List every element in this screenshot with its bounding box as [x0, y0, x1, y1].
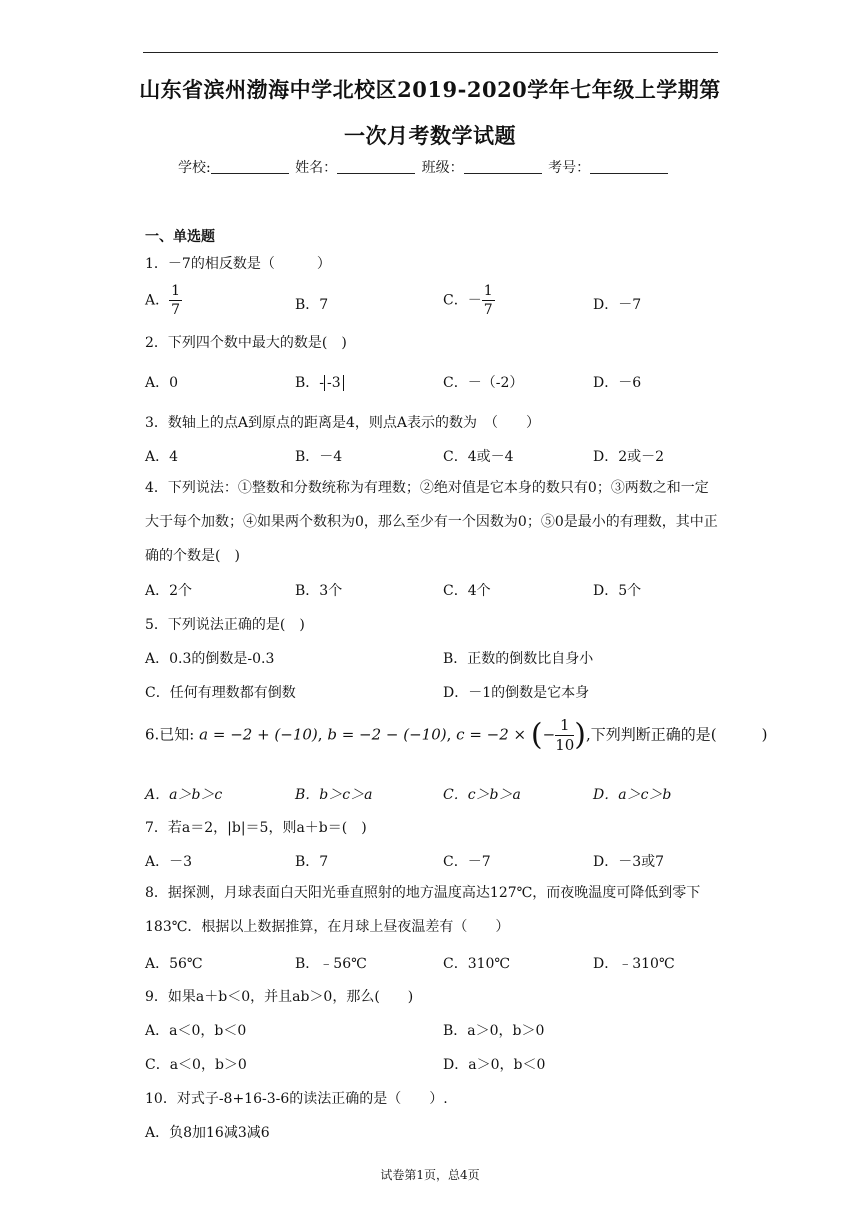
q5-stem: 5．下列说法正确的是( ) [145, 617, 305, 633]
q6-expr-b: b = −2 − (−10) [327, 725, 447, 744]
q1-stem: 1．－7的相反数是（ ） [145, 256, 331, 272]
student-info-fields [178, 157, 670, 177]
q1-a-fraction: $\frac{1}{7}$ [171, 283, 181, 318]
q7-option-c: C．－7 [443, 854, 491, 870]
q8-option-d: D．﹣310℃ [593, 956, 675, 972]
q7-option-b: B．7 [295, 854, 329, 870]
q6-expr-c: c = −2 × [456, 725, 531, 744]
q2-option-c: C．－（-2） [443, 375, 524, 391]
q4-option-d: D．5个 [593, 583, 642, 599]
q1-option-a: A． $\frac{1}{7}$ [145, 283, 181, 318]
q7-option-d: D．－3或7 [593, 854, 665, 870]
q5-option-b: B．正数的倒数比自身小 [443, 651, 594, 667]
q7-option-a: A．－3 [145, 854, 193, 870]
title-line-1: 山东省滨州渤海中学北校区2019-2020学年七年级上学期第 [139, 77, 721, 102]
title-line-2: 一次月考数学试题 [344, 123, 516, 148]
q5-option-d: D．－1的倒数是它本身 [443, 685, 590, 701]
q2-option-b: B．- -3 [295, 372, 344, 392]
q5-option-c: C．任何有理数都有倒数 [145, 685, 296, 701]
name-label: 姓名： [295, 160, 338, 176]
q6-c-fraction: $\frac{1}{10}$ [555, 716, 575, 754]
q10-option-a: A．负8加16减3减6 [145, 1125, 270, 1141]
q1-c-fraction: $\frac{1}{7}$ [483, 283, 493, 318]
class-blank [464, 159, 542, 174]
q9-stem: 9．如果a＋b＜0，并且ab＞0，那么( ) [145, 989, 414, 1005]
q9-option-b: B．a＞0，b＞0 [443, 1023, 545, 1039]
q3-option-b: B．－4 [295, 449, 343, 465]
exam-number-blank [590, 159, 668, 174]
q8-option-c: C．310℃ [443, 956, 511, 972]
q4-option-c: C．4个 [443, 583, 491, 599]
header-rule [143, 52, 718, 53]
q1-option-b: B．7 [295, 297, 329, 313]
exam-number-label: 考号： [548, 160, 591, 176]
q1-option-d: D．－7 [593, 297, 642, 313]
q6-option-a: A．a＞b＞c [145, 787, 223, 803]
q4-stem: 4．下列说法：①整数和分数统称为有理数；②绝对值是它本身的数只有0；③两数之和一定大于每个加数；④如果两个数积为0，那么至少有一个因数为0；⑤0是最小的有理数，其中正确的个数是( ) [145, 480, 718, 564]
q4-option-b: B．3个 [295, 583, 343, 599]
q6-stem: 6.已知: a = −2 + (−10), b = −2 − (−10), c = −2 × (− $\frac{1}{10}$ ),下列判断正确的是( ) [145, 716, 768, 754]
q6-expr-a: a = −2 + (−10) [199, 725, 318, 744]
q10-stem: 10．对式子-8+16-3-6的读法正确的是（ ）. [145, 1091, 448, 1107]
q6-option-b: B．b＞c＞a [295, 787, 373, 803]
q7-stem: 7．若a＝2，|b|＝5，则a＋b＝( ) [145, 820, 367, 836]
q9-option-d: D．a＞0，b＜0 [443, 1057, 546, 1073]
q2-option-d: D．－6 [593, 375, 642, 391]
section-heading: 一、单选题 [145, 229, 215, 245]
q3-option-d: D．2或－2 [593, 449, 665, 465]
class-label: 班级： [421, 160, 464, 176]
school-blank [211, 159, 289, 174]
q1-option-c: C．－ $\frac{1}{7}$ [443, 283, 493, 318]
q3-option-c: C．4或－4 [443, 449, 514, 465]
q6-option-d: D．a＞c＞b [593, 787, 672, 803]
q8-stem: 8．据探测，月球表面白天阳光垂直照射的地方温度高达127℃，而夜晚温度可降低到零下183℃．根据以上数据推算，在月球上昼夜温差有（ ） [145, 885, 701, 935]
page-footer: 试卷第1页，总4页 [380, 1168, 480, 1182]
q2-option-a: A．0 [145, 375, 179, 391]
school-label: 学校: [178, 160, 211, 176]
q9-option-c: C．a＜0，b＞0 [145, 1057, 247, 1073]
q3-stem: 3．数轴上的点A到原点的距离是4，则点A表示的数为 （ ） [145, 415, 541, 431]
q3-option-a: A．4 [145, 449, 179, 465]
q8-option-a: A．56℃ [145, 956, 203, 972]
q9-option-a: A．a＜0，b＜0 [145, 1023, 247, 1039]
q4-option-a: A．2个 [145, 583, 193, 599]
q2-stem: 2．下列四个数中最大的数是( ) [145, 335, 347, 351]
q5-option-a: A．0.3的倒数是-0.3 [145, 651, 275, 667]
name-blank [337, 159, 415, 174]
q6-option-c: C．c＞b＞a [443, 787, 521, 803]
q8-option-b: B．﹣56℃ [295, 956, 367, 972]
